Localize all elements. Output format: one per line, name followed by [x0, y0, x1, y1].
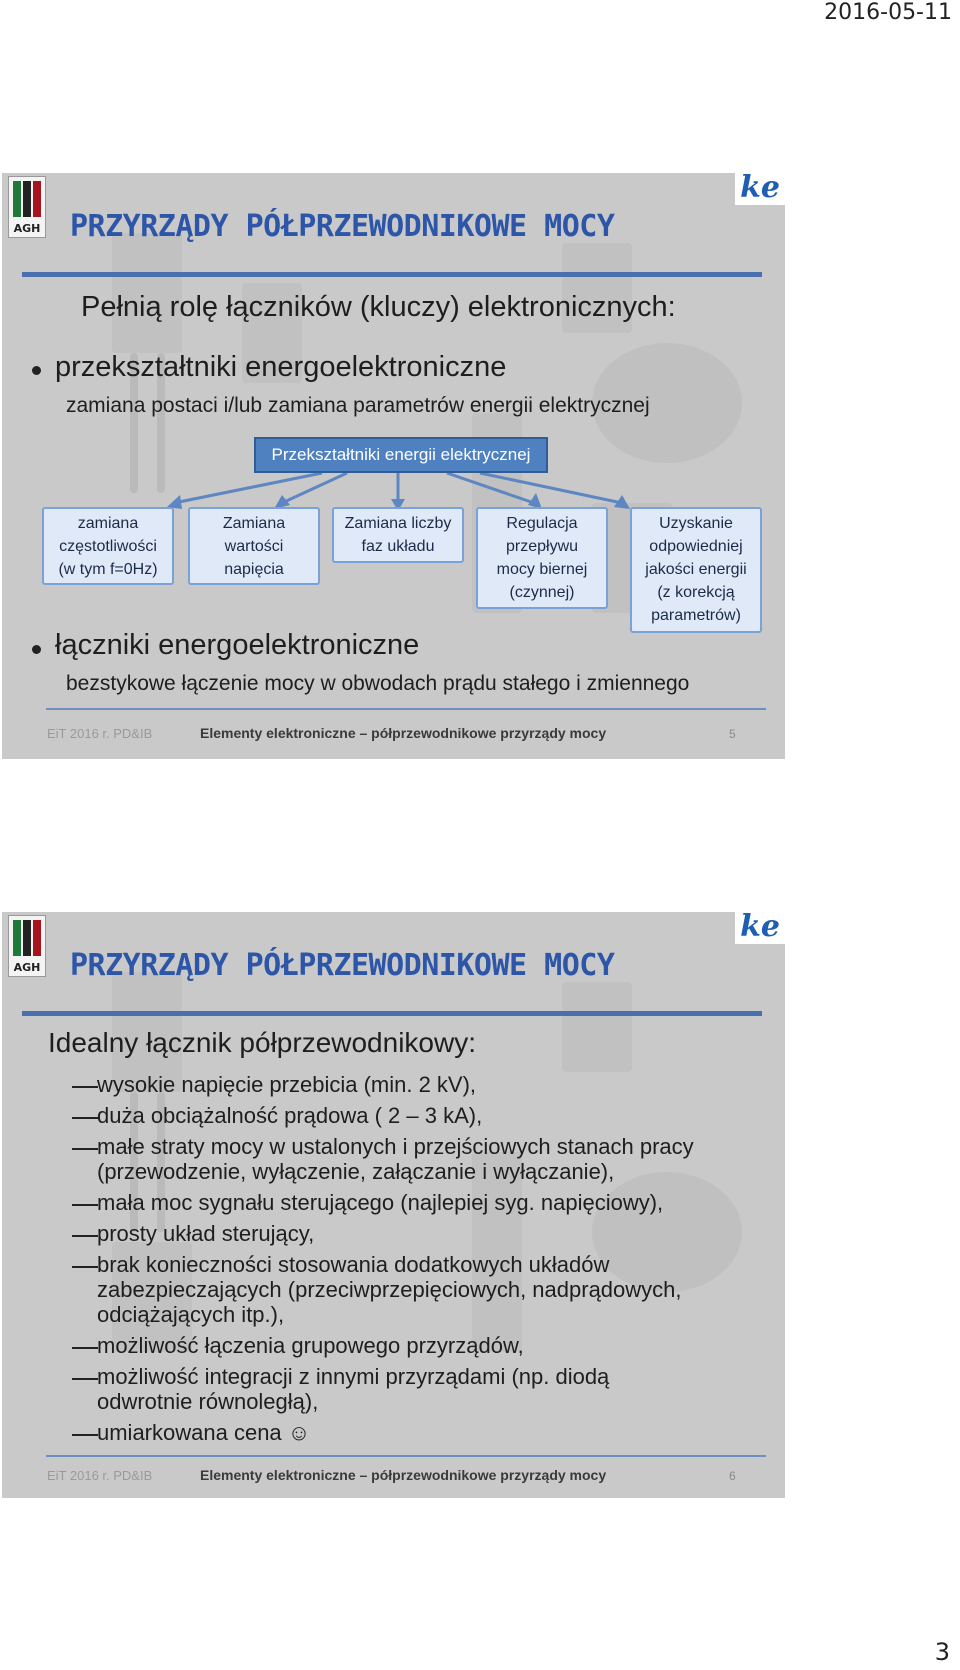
dash-icon	[72, 1266, 98, 1268]
bullet-switches-sub: bezstykowe łączenie mocy w obwodach prądu stałego i zmiennego	[66, 672, 690, 695]
dash-icon	[72, 1378, 98, 1380]
ke-logo: ke	[735, 912, 785, 944]
list-item-cont: (przewodzenie, wyłączenie, załączanie i wyłączanie),	[97, 1159, 615, 1184]
footer-title: Elementy elektroniczne – półprzewodnikowe przyrządy mocy	[200, 1467, 607, 1483]
slide-6	[2, 912, 785, 1498]
bullet-icon	[32, 645, 41, 654]
slide-title: PRZYRZĄDY PÓŁPRZEWODNIKOWE MOCY	[70, 948, 615, 983]
slide-title: PRZYRZĄDY PÓŁPRZEWODNIKOWE MOCY	[70, 209, 615, 244]
diagram-box-frequency: zamiana częstotliwości (w tym f=0Hz)	[42, 507, 174, 585]
agh-logo: AGH	[8, 176, 46, 238]
footer-divider	[46, 1455, 766, 1457]
ke-logo: ke	[735, 173, 785, 205]
dash-icon	[72, 1347, 98, 1349]
dash-icon	[72, 1235, 98, 1237]
list-item-cont: zabezpieczających (przeciwprzepięciowych, nadprądowych,	[97, 1277, 682, 1302]
slide-5	[2, 173, 785, 759]
diagram-box-phases: Zamiana liczby faz układu	[332, 507, 464, 563]
footer-left: EiT 2016 r. PD&IB	[47, 1468, 153, 1483]
bullet-converters: przekształtniki energoelektroniczne	[55, 351, 507, 383]
list-item: prosty układ sterujący,	[97, 1221, 315, 1246]
page-date: 2016-05-11	[824, 0, 952, 25]
list-item: możliwość integracji z innymi przyrządami (np. diodą	[97, 1364, 610, 1389]
list-item-cont: odciążających itp.),	[97, 1302, 285, 1327]
list-item: małe straty mocy w ustalonych i przejściowych stanach pracy	[97, 1134, 694, 1159]
diagram-box-energy-quality: Uzyskanie odpowiedniej jakości energii (z korekcją parametrów)	[630, 507, 762, 633]
dash-icon	[72, 1117, 98, 1119]
list-item: mała moc sygnału sterującego (najlepiej syg. napięciowy),	[97, 1190, 664, 1215]
dash-icon	[72, 1434, 98, 1436]
list-item: duża obciążalność prądowa ( 2 – 3 kA),	[97, 1103, 483, 1128]
title-divider	[22, 1011, 762, 1016]
footer-divider	[46, 708, 766, 710]
footer-title: Elementy elektroniczne – półprzewodnikowe przyrządy mocy	[200, 725, 607, 741]
footer-left: EiT 2016 r. PD&IB	[47, 726, 153, 741]
dash-icon	[72, 1204, 98, 1206]
dash-icon	[72, 1148, 98, 1150]
page-number: 3	[934, 1638, 950, 1666]
slide-number: 6	[729, 1469, 736, 1483]
dash-icon	[72, 1086, 98, 1088]
bullet-converters-sub: zamiana postaci i/lub zamiana parametrów energii elektrycznej	[66, 394, 650, 417]
diagram-box-voltage: Zamiana wartości napięcia	[188, 507, 320, 585]
list-item: wysokie napięcie przebicia (min. 2 kV),	[97, 1072, 477, 1097]
agh-logo: AGH	[8, 915, 46, 977]
intro-text: Pełnią rolę łączników (kluczy) elektronicznych:	[81, 291, 676, 323]
diagram-root-box: Przekształtniki energii elektrycznej	[254, 437, 548, 473]
list-item: umiarkowana cena ☺	[97, 1420, 311, 1445]
intro-text: Idealny łącznik półprzewodnikowy:	[48, 1027, 476, 1058]
slide-number: 5	[729, 727, 736, 741]
list-item: możliwość łączenia grupowego przyrządów,	[97, 1333, 524, 1358]
list-item-cont: odwrotnie równoległą),	[97, 1389, 319, 1414]
diagram-box-reactive-power: Regulacja przepływu mocy biernej (czynnej)	[476, 507, 608, 609]
bullet-switches: łączniki energoelektroniczne	[55, 629, 420, 661]
list-item: brak konieczności stosowania dodatkowych układów	[97, 1252, 610, 1277]
